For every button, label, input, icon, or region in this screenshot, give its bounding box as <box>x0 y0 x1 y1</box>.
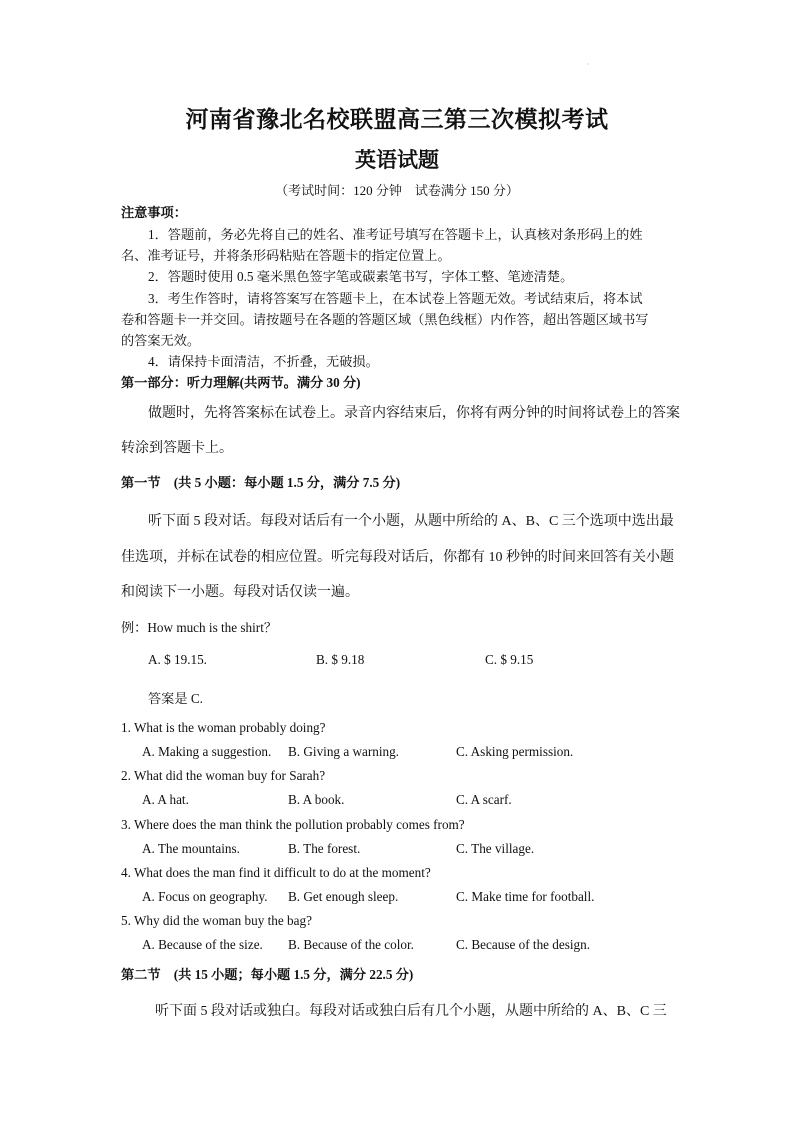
notice-item-1-line-1: 1．答题前，务必先将自己的姓名、准考证号填写在答题卡上，认真核对条形码上的姓 <box>148 227 643 242</box>
question-1: 1. What is the woman probably doing? <box>121 720 326 735</box>
example-question: 例：How much is the shirt？ <box>121 620 278 635</box>
part1-heading: 第一部分：听力理解(共两节。满分 30 分) <box>121 375 361 390</box>
notice-item-3-line-2: 卷和答题卡一并交回。请按题号在各题的答题区域（黑色线框）内作答，超出答题区域书写 <box>121 312 649 327</box>
part1-instruction-line-2: 转涂到答题卡上。 <box>121 441 233 456</box>
section1-instruction-line-2: 佳选项，并标在试卷的相应位置。听完每段对话后，你都有 10 秒钟的时间来回答有关小题 <box>121 550 674 565</box>
section2-instruction-line-1: 听下面 5 段对话或独白。每段对话或独白后有几个小题，从题中所给的 A、B、C 三 <box>155 1004 667 1019</box>
question-5-option-a: A. Because of the size. <box>142 937 263 952</box>
question-4-option-c: C. Make time for football. <box>456 889 595 904</box>
notice-heading: 注意事项： <box>121 205 187 220</box>
question-3-option-a: A. The mountains. <box>142 841 240 856</box>
question-4-option-b: B. Get enough sleep. <box>288 889 399 904</box>
section1-heading: 第一节 (共 5 小题：每小题 1.5 分，满分 7.5 分) <box>121 475 401 490</box>
part1-instruction-line-1: 做题时，先将答案标在试卷上。录音内容结束后，你将有两分钟的时间将试卷上的答案 <box>148 406 680 421</box>
question-3-option-b: B. The forest. <box>288 841 361 856</box>
question-2-option-a: A. A hat. <box>142 792 189 807</box>
corner-mark: · <box>587 60 590 69</box>
question-5: 5. Why did the woman buy the bag? <box>121 913 312 928</box>
question-1-option-a: A. Making a suggestion. <box>142 744 272 759</box>
question-2-option-b: B. A book. <box>288 792 345 807</box>
question-5-option-b: B. Because of the color. <box>288 937 414 952</box>
notice-item-3-line-1: 3．考生作答时，请将答案写在答题卡上，在本试卷上答题无效。考试结束后，将本试 <box>148 291 643 306</box>
question-1-option-c: C. Asking permission. <box>456 744 574 759</box>
page-title: 河南省豫北名校联盟高三第三次模拟考试 <box>185 107 609 132</box>
section2-heading: 第二节 (共 15 小题；每小题 1.5 分，满分 22.5 分) <box>121 967 414 982</box>
question-3: 3. Where does the man think the pollution probably comes from? <box>121 817 465 832</box>
question-1-option-b: B. Giving a warning. <box>288 744 399 759</box>
example-option-c: C. $ 9.15 <box>485 652 534 667</box>
question-4: 4. What does the man find it difficult to do at the moment? <box>121 865 431 880</box>
notice-item-2: 2．答题时使用 0.5 毫米黑色签字笔或碳素笔书写，字体工整、笔迹清楚。 <box>148 269 574 284</box>
notice-item-1-line-2: 名、准考证号，并将条形码粘贴在答题卡的指定位置上。 <box>121 248 451 263</box>
question-2: 2. What did the woman buy for Sarah? <box>121 768 326 783</box>
notice-item-3-line-3: 的答案无效。 <box>121 333 201 348</box>
example-answer: 答案是 C. <box>148 691 203 706</box>
example-option-a: A. $ 19.15. <box>148 652 207 667</box>
example-option-b: B. $ 9.18 <box>316 652 365 667</box>
section1-instruction-line-1: 听下面 5 段对话。每段对话后有一个小题，从题中所给的 A、B、C 三个选项中选出最 <box>148 514 674 529</box>
exam-meta: （考试时间：120 分钟 试卷满分 150 分） <box>275 183 519 198</box>
section1-instruction-line-3: 和阅读下一小题。每段对话仅读一遍。 <box>121 585 359 600</box>
page-subtitle: 英语试题 <box>355 148 439 172</box>
question-2-option-c: C. A scarf. <box>456 792 512 807</box>
question-5-option-c: C. Because of the design. <box>456 937 591 952</box>
notice-item-4: 4．请保持卡面清洁，不折叠，无破损。 <box>148 354 379 369</box>
question-3-option-c: C. The village. <box>456 841 535 856</box>
question-4-option-a: A. Focus on geography. <box>142 889 268 904</box>
